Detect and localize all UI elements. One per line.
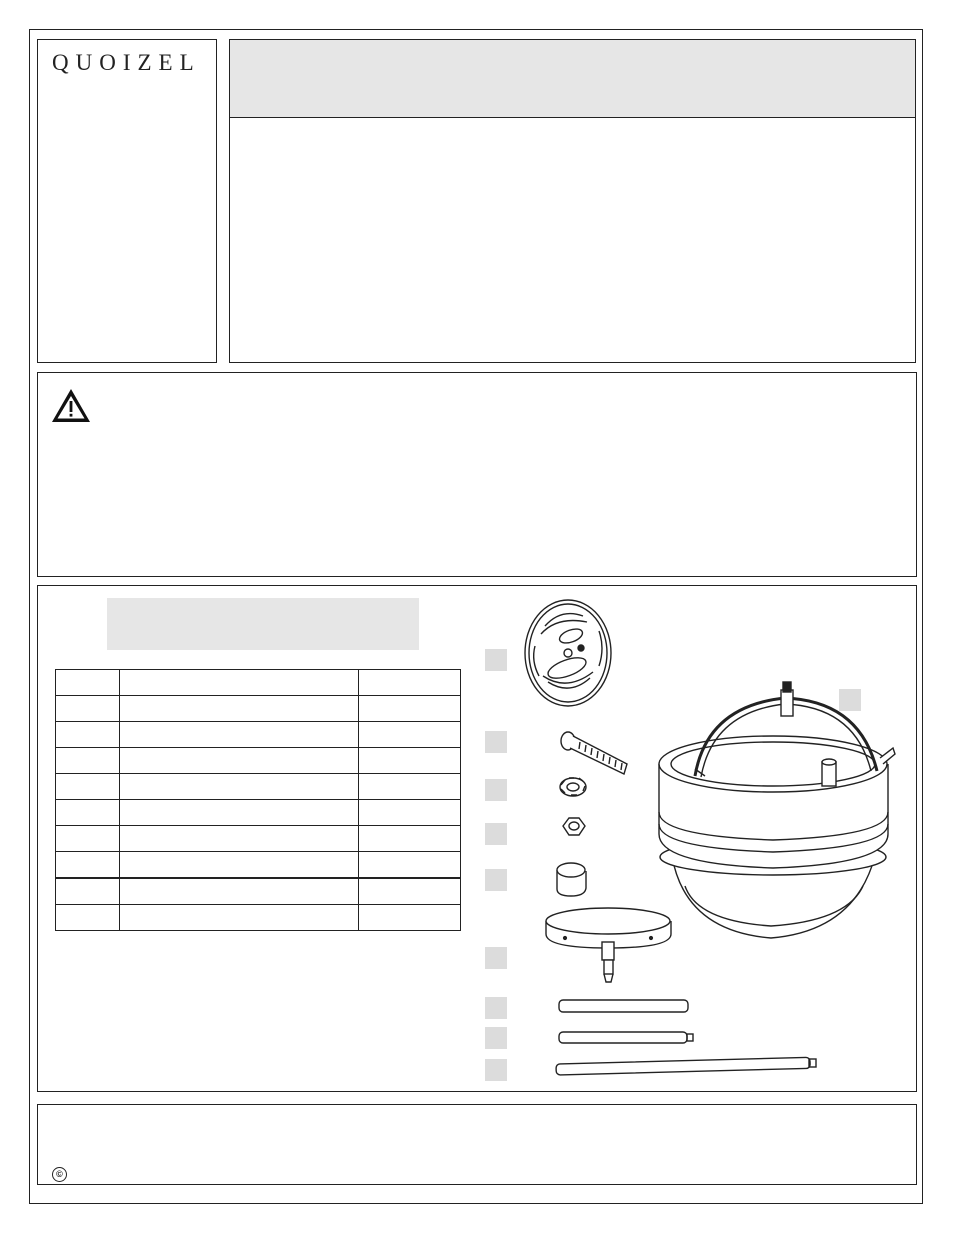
parts-table-cell (358, 852, 461, 879)
warning-triangle-icon (50, 387, 92, 424)
brand-panel (37, 39, 217, 363)
parts-table-cell (358, 774, 461, 800)
warning-panel (37, 372, 917, 577)
parts-table-cell (358, 722, 461, 748)
parts-table-cell (119, 696, 358, 722)
parts-table-row (56, 878, 461, 905)
parts-table-cell (56, 774, 120, 800)
title-panel (229, 39, 916, 363)
parts-table-row (56, 826, 461, 852)
canopy-drawing (546, 908, 671, 982)
fixture-drawing (659, 682, 895, 938)
parts-table-cell (119, 905, 358, 931)
hex-nut-drawing (563, 818, 585, 835)
parts-table-cell (358, 748, 461, 774)
parts-table (55, 669, 461, 931)
parts-table-cell (119, 852, 358, 879)
parts-table-cell (119, 748, 358, 774)
parts-table-cell (56, 878, 120, 905)
screw-drawing (561, 732, 627, 774)
parts-table-cell (358, 905, 461, 931)
parts-panel (37, 585, 917, 1092)
parts-table-cell (56, 852, 120, 879)
parts-table-row (56, 722, 461, 748)
parts-table-cell (358, 878, 461, 905)
parts-table-cell (358, 696, 461, 722)
cap-drawing (557, 863, 586, 896)
parts-table-cell (56, 800, 120, 826)
parts-table-cell (358, 670, 461, 696)
parts-table-cell (358, 800, 461, 826)
parts-table-row (56, 696, 461, 722)
parts-table-cell (56, 670, 120, 696)
parts-table-row (56, 670, 461, 696)
parts-table-cell (119, 800, 358, 826)
parts-table-cell (56, 826, 120, 852)
parts-table-cell (119, 722, 358, 748)
parts-table-cell (56, 905, 120, 931)
parts-table-row (56, 905, 461, 931)
parts-table-row (56, 852, 461, 879)
parts-table-row (56, 800, 461, 826)
parts-table-cell (358, 826, 461, 852)
parts-table-cell (119, 826, 358, 852)
title-band (230, 40, 915, 118)
parts-table-cell (56, 748, 120, 774)
parts-table-cell (56, 696, 120, 722)
parts-table-cell (119, 670, 358, 696)
copyright-symbol: © (52, 1167, 67, 1182)
washer-drawing (560, 778, 586, 796)
stem-drawings (556, 1000, 816, 1075)
parts-table-row (56, 748, 461, 774)
parts-table-row (56, 774, 461, 800)
mounting-plate-drawing (525, 600, 611, 706)
parts-illustration (475, 586, 915, 1091)
parts-header-band (107, 598, 419, 650)
brand-logo: QUOIZEL (52, 50, 201, 75)
footer-panel (37, 1104, 917, 1185)
parts-table-cell (56, 722, 120, 748)
parts-table-cell (119, 774, 358, 800)
parts-table-cell (119, 878, 358, 905)
